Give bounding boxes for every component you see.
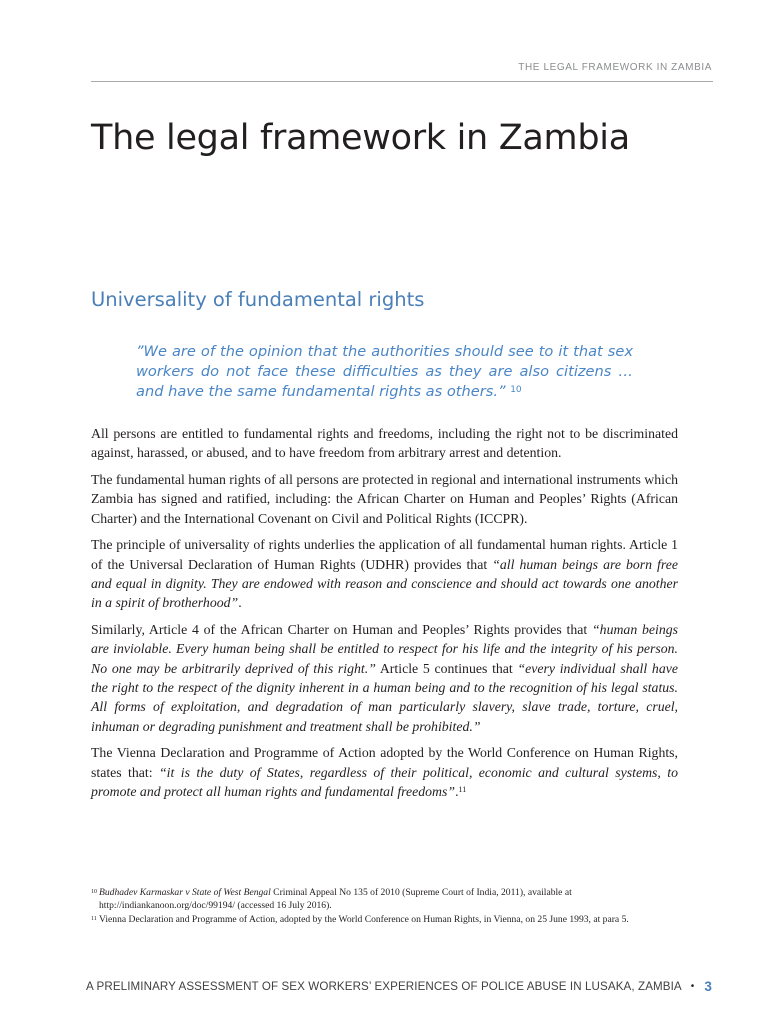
section-heading: Universality of fundamental rights	[91, 288, 425, 311]
paragraph-1: All persons are entitled to fundamental rights and freedoms, including the right not to be discriminated against, harassed, or abused, and to have freedom from arbitrary arrest and detention.	[91, 426, 678, 461]
page-footer	[86, 979, 712, 994]
paragraph-4	[91, 620, 678, 736]
article-5-quote: “every individual shall have the right to the respect of the dignity inherent in a human being and to the recognition of his legal status. All forms of exploitation, and degradation of man particularly slavery, slave trade, torture, cruel, inhuman or degrading punishment and treatment shall be prohibited.”	[91, 660, 678, 734]
paragraph-3	[91, 535, 678, 612]
footnote-number: 10	[91, 889, 97, 895]
footnotes	[91, 887, 678, 929]
article-4-quote: “human beings are inviolable. Every human being shall be entitled to respect for his life and the integrity of his person. No one may be arbitrarily deprived of this right.”	[91, 622, 679, 676]
paragraph-4-text-2: Article 5 continues that	[375, 660, 518, 676]
footnote-10	[91, 887, 678, 912]
pull-quote	[136, 342, 633, 402]
paragraph-3-text: The principle of universality of rights underlies the application of all fundamental human rights. Article 1 of the Universal Declaration of Human Rights (UDHR) provides that	[91, 537, 678, 572]
header-rule	[91, 81, 713, 82]
paragraph-2: The fundamental human rights of all persons are protected in regional and international instruments which Zambia has signed and ratified, including: the African Charter on Human and Peoples’ Rights (African Charter) and the International Covenant on Civil and Political Rights (ICCPR).	[91, 472, 678, 526]
footnote-ref-10: 10	[510, 385, 522, 395]
page-number: 3	[704, 979, 712, 994]
bullet-separator: •	[690, 981, 695, 992]
pull-quote-text: ”We are of the opinion that the authorities should see to it that sex workers do not face these difficulties as they are also citizens … and have the same fundamental rights as others.”	[136, 343, 633, 400]
footnote-text: Vienna Declaration and Programme of Action, adopted by the World Conference on Human Rights, in Vienna, on 25 June 1993, at para 5.	[99, 914, 629, 926]
paragraph-5-text: The Vienna Declaration and Programme of Action adopted by the World Conference on Human Rights, states that:	[91, 745, 678, 780]
paragraph-4-text-1: Similarly, Article 4 of the African Charter on Human and Peoples’ Rights provides that	[91, 622, 592, 638]
vienna-quote: “it is the duty of States, regardless of their political, economic and cultural systems, to promote and protect all human rights and fundamental freedoms”	[91, 764, 679, 800]
footnote-11	[91, 914, 678, 927]
footnote-citation: Criminal Appeal No 135 of 2010 (Supreme Court of India, 2011), available at http://indiankanoon.org/doc/99194/ (accessed 16 July 2016).	[99, 887, 572, 911]
running-header: THE LEGAL FRAMEWORK IN ZAMBIA	[518, 62, 712, 73]
body-text	[91, 424, 678, 809]
paragraph-5	[91, 743, 678, 801]
footnote-number: 11	[91, 916, 97, 923]
footnote-text	[99, 887, 678, 912]
udhr-quote: “all human beings are born free and equal in dignity. They are endowed with reason and conscience and should act towards one another in a spirit of brotherhood”	[91, 556, 678, 611]
case-name: Budhadev Karmaskar v State of West Bengal	[99, 887, 271, 898]
footnote-ref-11: 11	[458, 785, 467, 795]
publication-title: A PRELIMINARY ASSESSMENT OF SEX WORKERS’ EXPERIENCES OF POLICE ABUSE IN LUSAKA, ZAMBIA	[86, 980, 682, 993]
paragraph-3-end: .	[238, 595, 242, 611]
paragraph-5-end: .	[455, 784, 459, 800]
page-title: The legal framework in Zambia	[91, 118, 630, 158]
